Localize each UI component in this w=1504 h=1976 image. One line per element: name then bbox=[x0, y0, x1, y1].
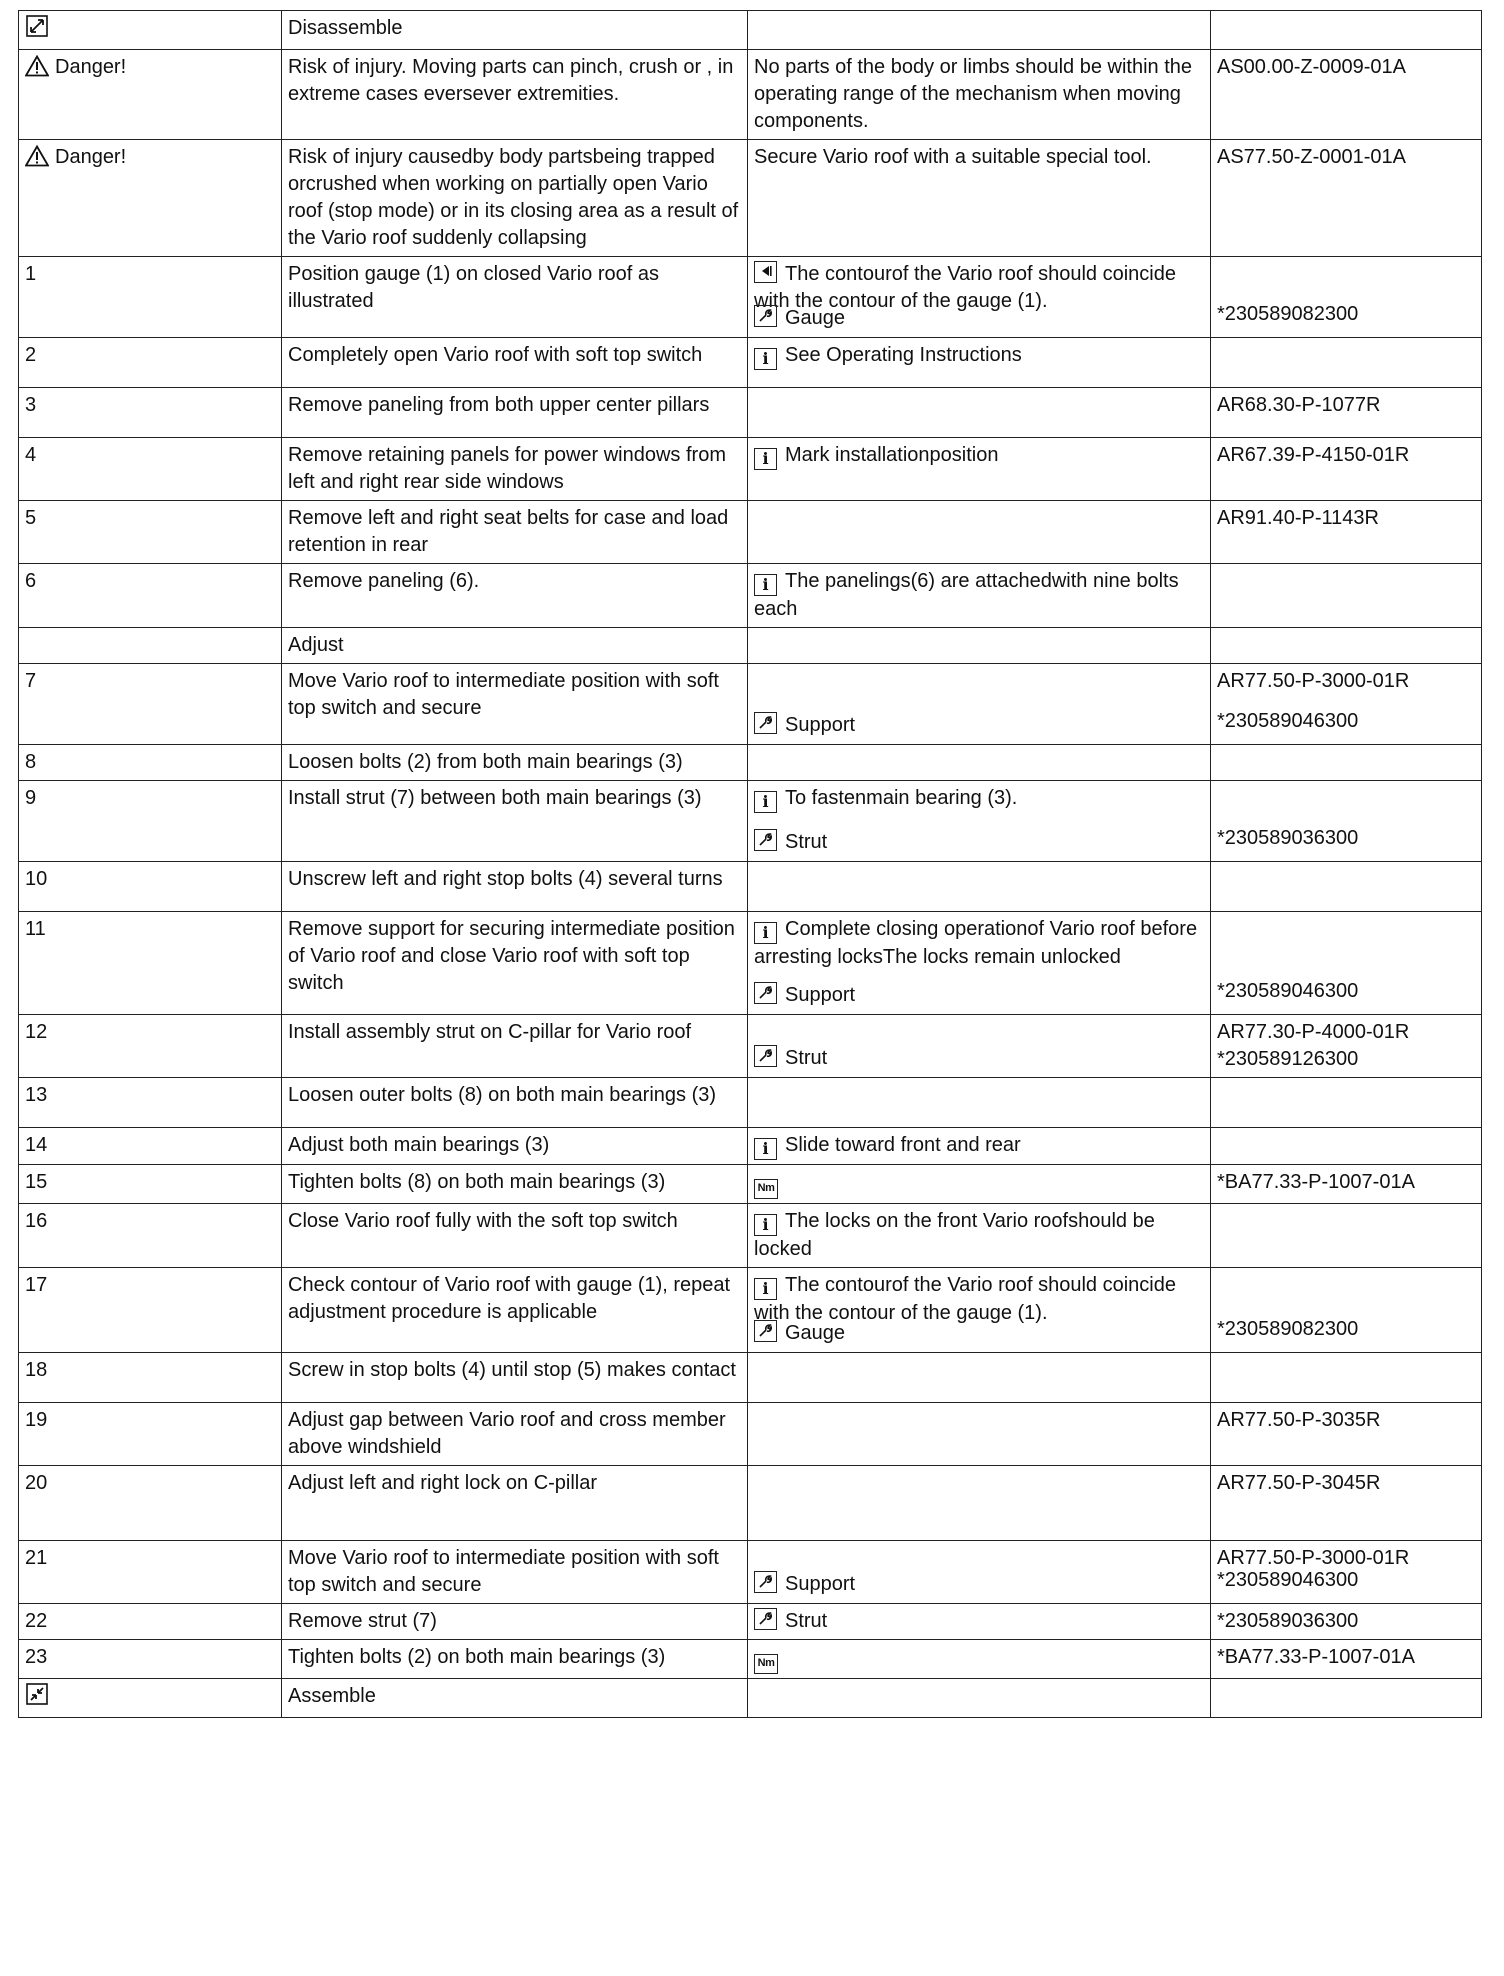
step-label: 7 bbox=[25, 670, 37, 692]
action-text: Move Vario roof to intermediate position with soft top switch and secure bbox=[288, 670, 719, 719]
step-label: 10 bbox=[25, 868, 48, 890]
step-cell bbox=[19, 1403, 282, 1466]
table-row bbox=[19, 50, 1482, 140]
note-text: The panelings(6) are attachedwith nine bolts each bbox=[754, 570, 1179, 620]
reference-code: AR67.39-P-4150-01R bbox=[1217, 444, 1410, 466]
reference-cell bbox=[1211, 1015, 1482, 1078]
table-row bbox=[19, 912, 1482, 1015]
step-label: 19 bbox=[25, 1409, 48, 1431]
action-cell bbox=[282, 781, 748, 862]
notes-cell bbox=[748, 1541, 1211, 1604]
action-cell bbox=[282, 388, 748, 438]
notes-cell bbox=[748, 1604, 1211, 1640]
notes-cell bbox=[748, 257, 1211, 338]
tool-icon bbox=[754, 1608, 777, 1630]
step-label: 4 bbox=[25, 444, 37, 466]
reference-code: AR77.30-P-4000-01R bbox=[1217, 1021, 1410, 1043]
reference-cell bbox=[1211, 745, 1482, 781]
reference-cell bbox=[1211, 438, 1482, 501]
notes-cell bbox=[748, 11, 1211, 50]
note-item bbox=[754, 568, 1205, 623]
action-cell bbox=[282, 338, 748, 388]
reference-code: *230589046300 bbox=[1217, 710, 1359, 732]
notes-cell bbox=[748, 912, 1211, 1015]
table-row bbox=[19, 338, 1482, 388]
action-cell bbox=[282, 1128, 748, 1165]
action-cell bbox=[282, 140, 748, 257]
table-row bbox=[19, 388, 1482, 438]
notes-cell bbox=[748, 1466, 1211, 1541]
table-row bbox=[19, 140, 1482, 257]
action-text: Remove paneling from both upper center pillars bbox=[288, 394, 710, 416]
note-text: Secure Vario roof with a suitable special tool. bbox=[754, 146, 1152, 168]
step-label: 12 bbox=[25, 1021, 48, 1043]
action-text: Check contour of Vario roof with gauge (1), repeat adjustment procedure is applicable bbox=[288, 1274, 731, 1323]
reference-code: *230589036300 bbox=[1217, 827, 1359, 849]
note-text: Gauge bbox=[785, 307, 846, 329]
reference-code: *BA77.33-P-1007-01A bbox=[1217, 1171, 1415, 1193]
table-row bbox=[19, 745, 1482, 781]
step-cell bbox=[19, 1268, 282, 1353]
step-label: 21 bbox=[25, 1547, 48, 1569]
note-item bbox=[754, 1045, 1205, 1072]
action-text: Assemble bbox=[288, 1685, 376, 1707]
note-text: Gauge bbox=[785, 1322, 846, 1344]
step-cell bbox=[19, 628, 282, 664]
notes-cell bbox=[748, 1403, 1211, 1466]
table-row bbox=[19, 438, 1482, 501]
reference-code: *230589046300 bbox=[1217, 980, 1359, 1002]
action-text: Adjust bbox=[288, 634, 344, 656]
action-cell bbox=[282, 664, 748, 745]
action-cell bbox=[282, 1078, 748, 1128]
note-item bbox=[754, 144, 1205, 171]
table-row bbox=[19, 11, 1482, 50]
reference-cell bbox=[1211, 862, 1482, 912]
table-row bbox=[19, 1165, 1482, 1204]
reference-code: AR77.50-P-3045R bbox=[1217, 1472, 1381, 1494]
table-row bbox=[19, 1128, 1482, 1165]
note-item bbox=[754, 785, 1205, 813]
step-label: 5 bbox=[25, 507, 37, 529]
info-icon: i bbox=[754, 791, 777, 813]
table-row bbox=[19, 564, 1482, 628]
table-row bbox=[19, 1078, 1482, 1128]
step-cell bbox=[19, 1679, 282, 1718]
step-label: 8 bbox=[25, 751, 37, 773]
note-item bbox=[754, 1272, 1205, 1327]
step-label: 1 bbox=[25, 263, 37, 285]
action-cell bbox=[282, 1204, 748, 1268]
notes-cell bbox=[748, 628, 1211, 664]
reference-cell bbox=[1211, 11, 1482, 50]
notes-cell bbox=[748, 438, 1211, 501]
step-cell bbox=[19, 438, 282, 501]
note-item bbox=[754, 712, 1205, 739]
notes-cell bbox=[748, 781, 1211, 862]
step-label: 16 bbox=[25, 1210, 48, 1232]
note-item bbox=[754, 916, 1205, 971]
step-cell bbox=[19, 11, 282, 50]
notes-cell bbox=[748, 1353, 1211, 1403]
reference-cell bbox=[1211, 1604, 1482, 1640]
step-label: 18 bbox=[25, 1359, 48, 1381]
action-text: Move Vario roof to intermediate position with soft top switch and secure bbox=[288, 1547, 719, 1596]
action-cell bbox=[282, 1466, 748, 1541]
reference-code: *230589046300 bbox=[1217, 1569, 1359, 1591]
action-text: Loosen bolts (2) from both main bearings (3) bbox=[288, 751, 683, 773]
table-row bbox=[19, 1466, 1482, 1541]
table-row bbox=[19, 664, 1482, 745]
reference-cell bbox=[1211, 388, 1482, 438]
reference-cell bbox=[1211, 1165, 1482, 1204]
action-text: Risk of injury. Moving parts can pinch, crush or , in extreme cases eversever extremities. bbox=[288, 56, 734, 105]
reference-cell bbox=[1211, 1640, 1482, 1679]
tool-icon bbox=[754, 712, 777, 734]
action-text: Remove left and right seat belts for case and load retention in rear bbox=[288, 507, 729, 556]
step-cell bbox=[19, 1353, 282, 1403]
action-cell bbox=[282, 1165, 748, 1204]
reference-cell bbox=[1211, 564, 1482, 628]
step-cell bbox=[19, 257, 282, 338]
note-item bbox=[754, 1208, 1205, 1263]
action-cell bbox=[282, 1015, 748, 1078]
note-text: Support bbox=[785, 714, 856, 736]
step-cell bbox=[19, 1604, 282, 1640]
notes-cell bbox=[748, 388, 1211, 438]
note-text: Strut bbox=[785, 1047, 828, 1069]
table-row bbox=[19, 1268, 1482, 1353]
note-text: Support bbox=[785, 1573, 856, 1595]
notes-cell bbox=[748, 862, 1211, 912]
action-cell bbox=[282, 438, 748, 501]
reference-cell bbox=[1211, 1679, 1482, 1718]
action-text: Remove paneling (6). bbox=[288, 570, 480, 592]
step-cell bbox=[19, 564, 282, 628]
action-cell bbox=[282, 501, 748, 564]
note-item bbox=[754, 1644, 1205, 1674]
action-text: Adjust both main bearings (3) bbox=[288, 1134, 550, 1156]
reference-code: *230589126300 bbox=[1217, 1048, 1359, 1070]
step-label: 13 bbox=[25, 1084, 48, 1106]
reference-cell bbox=[1211, 1403, 1482, 1466]
action-cell bbox=[282, 1541, 748, 1604]
reference-cell bbox=[1211, 1353, 1482, 1403]
reference-code: *BA77.33-P-1007-01A bbox=[1217, 1646, 1415, 1668]
note-text: The contourof the Vario roof should coincide with the contour of the gauge (1). bbox=[754, 263, 1176, 312]
step-cell bbox=[19, 501, 282, 564]
notes-cell bbox=[748, 1268, 1211, 1353]
reference-code: *230589082300 bbox=[1217, 303, 1359, 325]
tool-icon bbox=[754, 982, 777, 1004]
step-label: 20 bbox=[25, 1472, 48, 1494]
reference-code: AS77.50-Z-0001-01A bbox=[1217, 146, 1407, 168]
reference-code: AR77.50-P-3035R bbox=[1217, 1409, 1381, 1431]
notes-cell bbox=[748, 140, 1211, 257]
notes-cell bbox=[748, 1640, 1211, 1679]
reference-code: AS00.00-Z-0009-01A bbox=[1217, 56, 1407, 78]
reference-cell bbox=[1211, 1078, 1482, 1128]
note-item bbox=[754, 305, 1205, 332]
reference-code: AR68.30-P-1077R bbox=[1217, 394, 1381, 416]
step-cell bbox=[19, 1204, 282, 1268]
action-cell bbox=[282, 11, 748, 50]
table-row bbox=[19, 1403, 1482, 1466]
reference-cell bbox=[1211, 1268, 1482, 1353]
step-cell bbox=[19, 338, 282, 388]
action-cell bbox=[282, 564, 748, 628]
action-cell bbox=[282, 1679, 748, 1718]
reference-cell bbox=[1211, 1204, 1482, 1268]
notes-cell bbox=[748, 501, 1211, 564]
step-label: 15 bbox=[25, 1171, 48, 1193]
action-text: Risk of injury causedby body partsbeing trapped orcrushed when working on partially open Vario roof (stop mode) or in its closing area as a result of the Vario roof suddenly collapsing bbox=[288, 146, 739, 249]
note-text: Complete closing operationof Vario roof before arresting locksThe locks remain unlocked bbox=[754, 918, 1198, 968]
notes-cell bbox=[748, 1204, 1211, 1268]
table-row bbox=[19, 1640, 1482, 1679]
expand-arrows-icon bbox=[25, 15, 49, 45]
step-cell bbox=[19, 1640, 282, 1679]
reference-cell bbox=[1211, 257, 1482, 338]
note-text: The contourof the Vario roof should coincide with the contour of the gauge (1). bbox=[754, 1274, 1176, 1324]
note-item bbox=[754, 1608, 1205, 1635]
step-label: Danger! bbox=[55, 146, 127, 168]
reference-code: AR77.50-P-3000-01R bbox=[1217, 670, 1410, 692]
note-text: Slide toward front and rear bbox=[785, 1134, 1021, 1156]
warning-triangle-icon bbox=[25, 145, 49, 175]
reference-cell bbox=[1211, 1541, 1482, 1604]
step-cell bbox=[19, 1078, 282, 1128]
reference-cell bbox=[1211, 912, 1482, 1015]
action-cell bbox=[282, 1604, 748, 1640]
notes-cell bbox=[748, 1128, 1211, 1165]
step-cell bbox=[19, 50, 282, 140]
action-cell bbox=[282, 628, 748, 664]
step-label: 22 bbox=[25, 1610, 48, 1632]
tool-icon bbox=[754, 829, 777, 851]
info-icon: i bbox=[754, 348, 777, 370]
action-cell bbox=[282, 257, 748, 338]
reference-code: *230589082300 bbox=[1217, 1318, 1359, 1340]
notes-cell bbox=[748, 745, 1211, 781]
action-cell bbox=[282, 912, 748, 1015]
table-row bbox=[19, 1353, 1482, 1403]
note-text: See Operating Instructions bbox=[785, 344, 1022, 366]
note-item bbox=[754, 1571, 1205, 1598]
step-cell bbox=[19, 1128, 282, 1165]
action-text: Completely open Vario roof with soft top switch bbox=[288, 344, 703, 366]
action-text: Install strut (7) between both main bearings (3) bbox=[288, 787, 702, 809]
note-text: The locks on the front Vario roofshould be locked bbox=[754, 1210, 1155, 1260]
info-icon: i bbox=[754, 1214, 777, 1236]
step-cell bbox=[19, 1541, 282, 1604]
tool-icon bbox=[754, 305, 777, 327]
notes-cell bbox=[748, 1165, 1211, 1204]
action-text: Close Vario roof fully with the soft top switch bbox=[288, 1210, 678, 1232]
action-text: Screw in stop bolts (4) until stop (5) makes contact bbox=[288, 1359, 736, 1381]
note-text: Strut bbox=[785, 831, 828, 853]
action-text: Loosen outer bolts (8) on both main bearings (3) bbox=[288, 1084, 717, 1106]
tool-icon bbox=[754, 1571, 777, 1593]
tool-icon bbox=[754, 1045, 777, 1067]
action-text: Position gauge (1) on closed Vario roof as illustrated bbox=[288, 263, 659, 312]
action-text: Install assembly strut on C-pillar for Vario roof bbox=[288, 1021, 692, 1043]
table-row bbox=[19, 1204, 1482, 1268]
note-text: Support bbox=[785, 984, 856, 1006]
table-row bbox=[19, 1604, 1482, 1640]
action-cell bbox=[282, 1268, 748, 1353]
step-label: Danger! bbox=[55, 56, 127, 78]
step-cell bbox=[19, 745, 282, 781]
action-cell bbox=[282, 745, 748, 781]
reference-cell bbox=[1211, 781, 1482, 862]
torque-icon: Nm bbox=[754, 1179, 778, 1199]
check-icon bbox=[754, 261, 777, 283]
table-row bbox=[19, 781, 1482, 862]
step-label: 17 bbox=[25, 1274, 48, 1296]
reference-cell bbox=[1211, 1128, 1482, 1165]
info-icon: i bbox=[754, 1278, 777, 1300]
step-cell bbox=[19, 1466, 282, 1541]
action-text: Remove strut (7) bbox=[288, 1610, 437, 1632]
note-item bbox=[754, 1320, 1205, 1347]
action-text: Adjust gap between Vario roof and cross member above windshield bbox=[288, 1409, 726, 1458]
step-cell bbox=[19, 781, 282, 862]
action-cell bbox=[282, 50, 748, 140]
reference-cell bbox=[1211, 140, 1482, 257]
notes-cell bbox=[748, 50, 1211, 140]
info-icon: i bbox=[754, 1138, 777, 1160]
torque-icon: Nm bbox=[754, 1654, 778, 1674]
step-cell bbox=[19, 1015, 282, 1078]
notes-cell bbox=[748, 338, 1211, 388]
step-cell bbox=[19, 862, 282, 912]
action-cell bbox=[282, 1640, 748, 1679]
note-text: Strut bbox=[785, 1610, 828, 1632]
info-icon: i bbox=[754, 574, 777, 596]
reference-cell bbox=[1211, 1466, 1482, 1541]
step-cell bbox=[19, 1165, 282, 1204]
note-text: No parts of the body or limbs should be within the operating range of the mechanism when moving components. bbox=[754, 56, 1193, 132]
step-cell bbox=[19, 388, 282, 438]
reference-code: *230589036300 bbox=[1217, 1610, 1359, 1632]
step-cell bbox=[19, 664, 282, 745]
notes-cell bbox=[748, 1679, 1211, 1718]
action-text: Tighten bolts (8) on both main bearings (3) bbox=[288, 1171, 666, 1193]
reference-code: AR77.50-P-3000-01R bbox=[1217, 1547, 1410, 1569]
table-row bbox=[19, 1541, 1482, 1604]
note-item bbox=[754, 982, 1205, 1009]
notes-cell bbox=[748, 1078, 1211, 1128]
note-text: Mark installationposition bbox=[785, 444, 999, 466]
procedure-table bbox=[18, 10, 1482, 1718]
note-item bbox=[754, 442, 1205, 470]
note-item bbox=[754, 829, 1205, 856]
step-label: 23 bbox=[25, 1646, 48, 1668]
table-row bbox=[19, 501, 1482, 564]
action-text: Remove support for securing intermediate position of Vario roof and close Vario roof with soft top switch bbox=[288, 918, 735, 994]
step-cell bbox=[19, 140, 282, 257]
table-row bbox=[19, 257, 1482, 338]
tool-icon bbox=[754, 1320, 777, 1342]
note-text: To fastenmain bearing (3). bbox=[785, 787, 1018, 809]
reference-cell bbox=[1211, 628, 1482, 664]
note-item bbox=[754, 1169, 1205, 1199]
notes-cell bbox=[748, 564, 1211, 628]
action-cell bbox=[282, 862, 748, 912]
info-icon: i bbox=[754, 448, 777, 470]
action-text: Remove retaining panels for power windows from left and right rear side windows bbox=[288, 444, 726, 493]
reference-code: AR91.40-P-1143R bbox=[1217, 507, 1379, 529]
table-row bbox=[19, 628, 1482, 664]
action-cell bbox=[282, 1353, 748, 1403]
info-icon: i bbox=[754, 922, 777, 944]
note-item bbox=[754, 1132, 1205, 1160]
reference-cell bbox=[1211, 501, 1482, 564]
table-row bbox=[19, 1679, 1482, 1718]
notes-cell bbox=[748, 1015, 1211, 1078]
note-item bbox=[754, 342, 1205, 370]
action-text: Disassemble bbox=[288, 17, 403, 39]
step-label: 6 bbox=[25, 570, 37, 592]
notes-cell bbox=[748, 664, 1211, 745]
collapse-arrows-icon bbox=[25, 1683, 49, 1713]
step-label: 11 bbox=[25, 918, 46, 940]
action-text: Adjust left and right lock on C-pillar bbox=[288, 1472, 598, 1494]
table-row bbox=[19, 862, 1482, 912]
reference-cell bbox=[1211, 50, 1482, 140]
action-text: Unscrew left and right stop bolts (4) several turns bbox=[288, 868, 723, 890]
action-text: Tighten bolts (2) on both main bearings (3) bbox=[288, 1646, 666, 1668]
step-label: 14 bbox=[25, 1134, 48, 1156]
warning-triangle-icon bbox=[25, 55, 49, 85]
step-label: 3 bbox=[25, 394, 37, 416]
reference-cell bbox=[1211, 338, 1482, 388]
action-cell bbox=[282, 1403, 748, 1466]
step-label: 9 bbox=[25, 787, 37, 809]
step-label: 2 bbox=[25, 344, 37, 366]
table-row bbox=[19, 1015, 1482, 1078]
reference-cell bbox=[1211, 664, 1482, 745]
step-cell bbox=[19, 912, 282, 1015]
note-item bbox=[754, 54, 1205, 135]
